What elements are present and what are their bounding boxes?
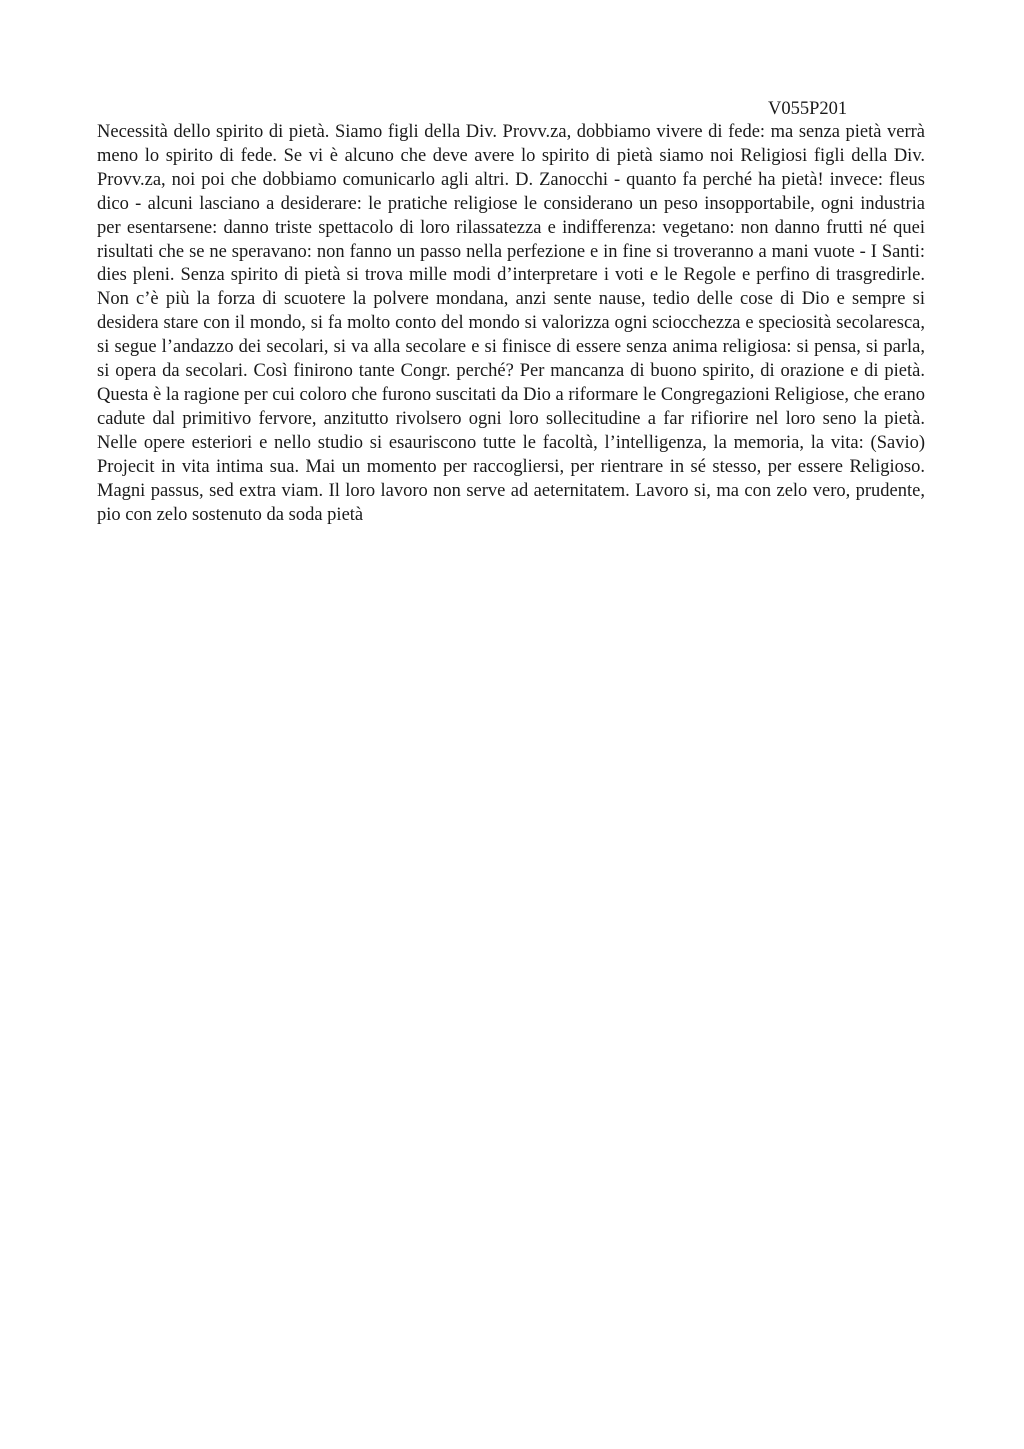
page-reference-code: V055P201 bbox=[768, 99, 848, 119]
body-paragraph: Necessità dello spirito di pietà. Siamo figli della Div. Provv.za, dobbiamo vivere di fede: ma senza pietà verrà meno lo spirito di fede. Se vi è alcuno che deve avere lo spirito di pietà siamo noi Religiosi figli della Div. Provv.za, noi poi che dobbiamo comunicarlo agli altri. D. Zanocchi - quanto fa perché ha pietà! invece: fleus dico - alcuni lasciano a desiderare: le pratiche religiose le considerano un peso insopportabile, ogni industria per esentarsene: danno triste spettacolo di loro rilassatezza e indifferenza: vegetano: non danno frutti né quei risultati che se ne speravano: non fanno un passo nella perfezione e in fine si troveranno a mani vuote - I Santi: dies pleni. Senza spirito di pietà si trova mille modi d’interpretare i voti e le Regole e perfino di trasgredirle. Non c’è più la forza di scuotere la polvere mondana, anzi sente nause, tedio delle cose di Dio e sempre si desidera stare con il mondo, si fa molto conto del mondo si valorizza ogni sciocchezza e speciosità secolaresca, si segue l’andazzo dei secolari, si va alla secolare e si finisce di essere senza anima religiosa: si pensa, si parla, si opera da secolari. Così finirono tante Congr. perché? Per mancanza di buono spirito, di orazione e di pietà. Questa è la ragione per cui coloro che furono suscitati da Dio a riformare le Congregazioni Religiose, che erano cadute dal primitivo fervore, anzitutto rivolsero ogni loro sollecitudine a far rifiorire nel loro seno la pietà. Nelle opere esteriori e nello studio si esauriscono tutte le facoltà, l’intelligenza, la memoria, la vita: (Savio) Projecit in vita intima sua. Mai un momento per raccogliersi, per rientrare in sé stesso, per essere Religioso. Magni passus, sed extra viam. Il loro lavoro non serve ad aeternitatem. Lavoro si, ma con zelo vero, prudente, pio con zelo sostenuto da soda pietà bbox=[97, 122, 925, 525]
